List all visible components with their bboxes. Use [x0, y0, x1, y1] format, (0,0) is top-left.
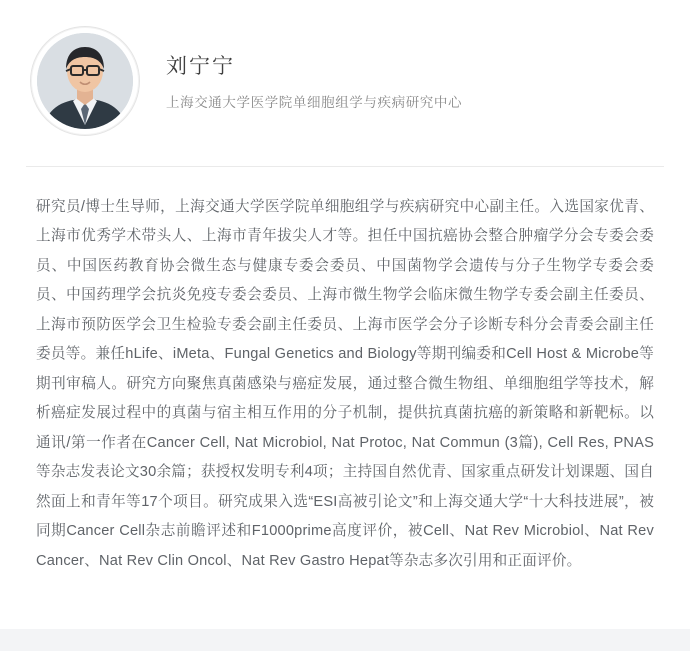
profile-header	[0, 0, 690, 160]
affiliation-text: 上海交通大学医学院单细胞组学与疾病研究中心	[166, 95, 463, 111]
biography-section	[0, 167, 690, 596]
identity-block	[166, 49, 462, 113]
page-title: 刘宁宁	[166, 54, 235, 78]
avatar	[30, 26, 140, 136]
portrait-photo-icon	[37, 33, 133, 129]
biography-text: 研究员/博士生导师，上海交通大学医学院单细胞组学与疾病研究中心副主任。入选国家优青、上海市优秀学术带头人、上海市青年拔尖人才等。担任中国抗癌协会整合肿瘤学分会专委会委员、中国医药教育协会微生态与健康专委会委员、中国菌物学会遗传与分子生物学专委会委员、中国药理学会抗炎免疫专委会委员、上海市微生物学会临床微生物学专委会副主任委员、上海市预防医学会卫生检验专委会副主任委员、上海市医学会分子诊断专科分会青委会副主任委员等。兼任hLife、iMeta、Fungal Genetics and Biology等期刊编委和Cell Host & Microbe等期刊审稿人。研究方向聚焦真菌感染与癌症发展，通过整合微生物组、单细胞组学等技术，解析癌症发展过程中的真菌与宿主相互作用的分子机制，提供抗真菌抗癌的新策略和新靶标。以通讯/第一作者在Cancer Cell, Nat Microbiol, Nat Protoc, Nat Commun (3篇), Cell Res, PNAS等杂志发表论文30余篇；获授权发明专利4项；主持国自然优青、国家重点研发计划课题、国自然面上和青年等17个项目。研究成果入选“ESI高被引论文”和上海交通大学“十大科技进展”，被同期Cancer Cell杂志前瞻评述和F1000prime高度评价，被Cell、Nat Rev Microbiol、Nat Rev Cancer、Nat Rev Clin Oncol、Nat Rev Gastro Hepat等杂志多次引用和正面评价。	[36, 199, 654, 569]
footer-bar	[0, 629, 690, 651]
